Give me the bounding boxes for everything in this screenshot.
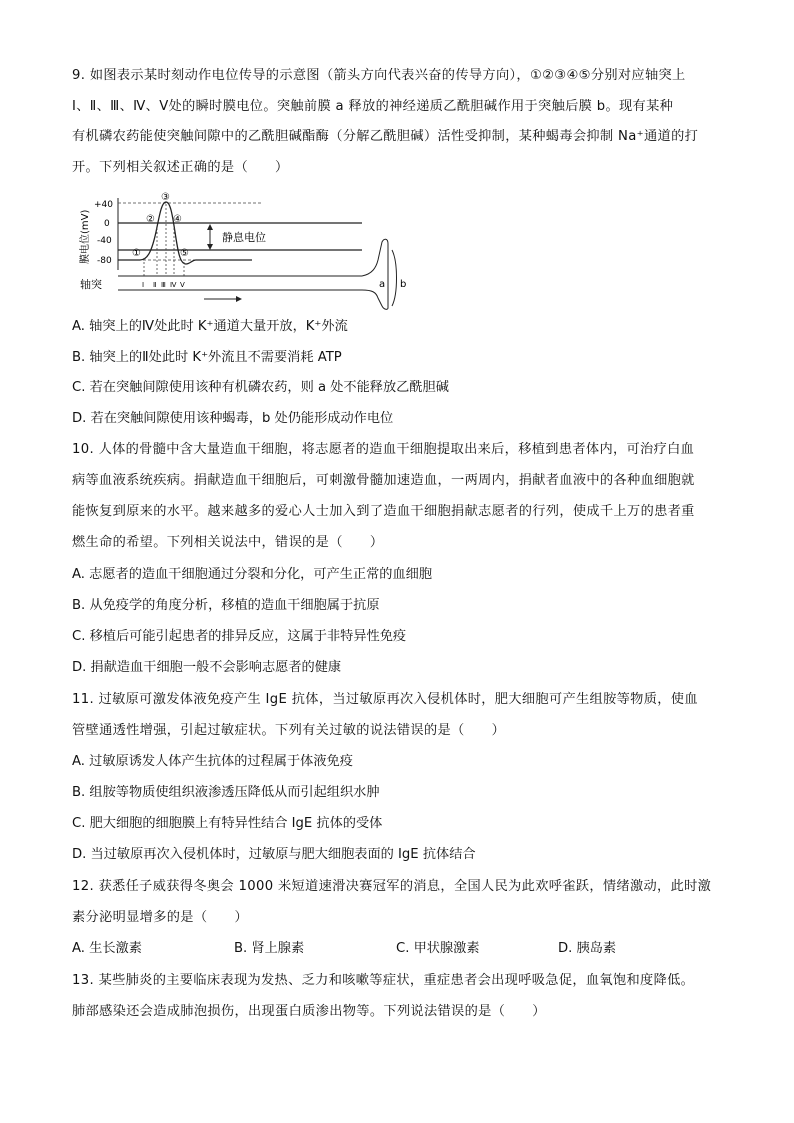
- q11-stem-line-2: 管壁通透性增强，引起过敏症状。下列有关过敏的说法错误的是（ ）: [72, 723, 506, 738]
- q11-option-d: D. 当过敏原再次入侵机体时，过敏原与肥大细胞表面的 IgE 抗体结合: [72, 847, 476, 862]
- q10-stem-line-1: 10. 人体的骨髓中含大量造血干细胞，将志愿者的造血干细胞提取出来后，移植到患者体内，可治疗白血: [72, 442, 695, 457]
- q13-stem-line-2: 肺部感染还会造成肺泡损伤，出现蛋白质渗出物等。下列说法错误的是（ ）: [72, 1004, 546, 1019]
- q11-option-b: B. 组胺等物质使组织液渗透压降低从而引起组织水肿: [72, 785, 380, 800]
- q9-option-a: A. 轴突上的Ⅳ处此时 K⁺通道大量开放，K⁺外流: [72, 319, 348, 334]
- q9-stem-line-4: 开。下列相关叙述正确的是（ ）: [72, 160, 289, 175]
- q10-stem-line-4: 燃生命的希望。下列相关说法中，错误的是（ ）: [72, 535, 384, 550]
- q9-stem-line-1: 9. 如图表示某时刻动作电位传导的示意图（箭头方向代表兴奋的传导方向），①②③④⑤分别对应轴突上: [72, 68, 686, 83]
- q12-options: [72, 938, 722, 960]
- q12-stem-line-1: 12. 获悉任子威获得冬奥会 1000 米短道速滑决赛冠军的消息，全国人民为此欢呼雀跃，情绪激动，此时激: [72, 879, 712, 894]
- label-b: b: [400, 279, 407, 290]
- q12-option-b: B. 肾上腺素: [234, 941, 305, 956]
- q12-option-d: D. 胰岛素: [558, 941, 617, 956]
- q12-stem-line-2: 素分泌明显增多的是（ ）: [72, 910, 248, 925]
- synapse-terminal: [362, 239, 388, 309]
- y-axis-label: 膜电位(mV): [80, 209, 91, 264]
- y-tick-minus80: -80: [97, 256, 112, 266]
- q12-option-c: C. 甲状腺激素: [396, 941, 480, 956]
- pos-ii: Ⅱ: [153, 281, 157, 289]
- resting-label: 静息电位: [222, 231, 266, 244]
- q10-option-b: B. 从免疫学的角度分析，移植的造血干细胞属于抗原: [72, 598, 380, 613]
- action-potential-figure: [72, 190, 412, 310]
- q11-option-c: C. 肥大细胞的细胞膜上有特异性结合 IgE 抗体的受体: [72, 816, 383, 831]
- q9-stem-line-3: 有机磷农药能使突触间隙中的乙酰胆碱酯酶（分解乙酰胆碱）活性受抑制，某种蝎毒会抑制 Na⁺通道的打: [72, 129, 699, 144]
- q11-stem-line-1: 11. 过敏原可激发体液免疫产生 IgE 抗体，当过敏原再次入侵机体时，肥大细胞可产生组胺等物质，使血: [72, 692, 698, 707]
- point-1: ①: [132, 248, 141, 259]
- q11-option-a: A. 过敏原诱发人体产生抗体的过程属于体液免疫: [72, 754, 353, 769]
- q13-stem-line-1: 13. 某些肺炎的主要临床表现为发热、乏力和咳嗽等症状，重症患者会出现呼吸急促，血氧饱和度降低。: [72, 973, 695, 988]
- q10-option-c: C. 移植后可能引起患者的排异反应，这属于非特异性免疫: [72, 629, 407, 644]
- label-a: a: [379, 279, 386, 290]
- axon-label: 轴突: [80, 278, 102, 291]
- resting-arrow-head-down: [207, 244, 213, 250]
- y-tick-plus40: +40: [94, 200, 113, 210]
- q9-option-b: B. 轴突上的Ⅱ处此时 K⁺外流且不需要消耗 ATP: [72, 350, 342, 365]
- q10-stem-line-3: 能恢复到原来的水平。越来越多的爱心人士加入到了造血干细胞捐献志愿者的行列，使成千上万的患者重: [72, 504, 695, 519]
- q12-option-a: A. 生长激素: [72, 941, 142, 956]
- pos-iv: Ⅳ: [170, 281, 177, 289]
- q10-option-a: A. 志愿者的造血干细胞通过分裂和分化，可产生正常的血细胞: [72, 567, 433, 582]
- point-5: ⑤: [180, 248, 189, 259]
- resting-arrow-head-up: [207, 224, 213, 230]
- point-2: ②: [146, 214, 155, 225]
- q9-stem-line-2: Ⅰ、Ⅱ、Ⅲ、Ⅳ、Ⅴ处的瞬时膜电位。突触前膜 a 释放的神经递质乙酰胆碱作用于突触后膜 b。现有某种: [72, 99, 674, 114]
- direction-arrow-head: [236, 296, 242, 302]
- pos-i: Ⅰ: [142, 281, 145, 289]
- q9-option-d: D. 若在突触间隙使用该种蝎毒，b 处仍能形成动作电位: [72, 411, 394, 426]
- point-4: ④: [173, 214, 182, 225]
- y-tick-0: 0: [104, 219, 110, 229]
- pos-iii: Ⅲ: [161, 281, 166, 289]
- q10-option-d: D. 捐献造血干细胞一般不会影响志愿者的健康: [72, 660, 342, 675]
- y-tick-minus40: -40: [97, 236, 112, 246]
- q9-option-c: C. 若在突触间隙使用该种有机磷农药，则 a 处不能释放乙酰胆碱: [72, 380, 449, 395]
- pos-v: Ⅴ: [180, 281, 185, 289]
- point-3: ③: [161, 192, 170, 203]
- q10-stem-line-2: 病等血液系统疾病。捐献造血干细胞后，可刺激骨髓加速造血，一两周内，捐献者血液中的各种血细胞就: [72, 473, 695, 488]
- postsynaptic-membrane: [392, 250, 397, 306]
